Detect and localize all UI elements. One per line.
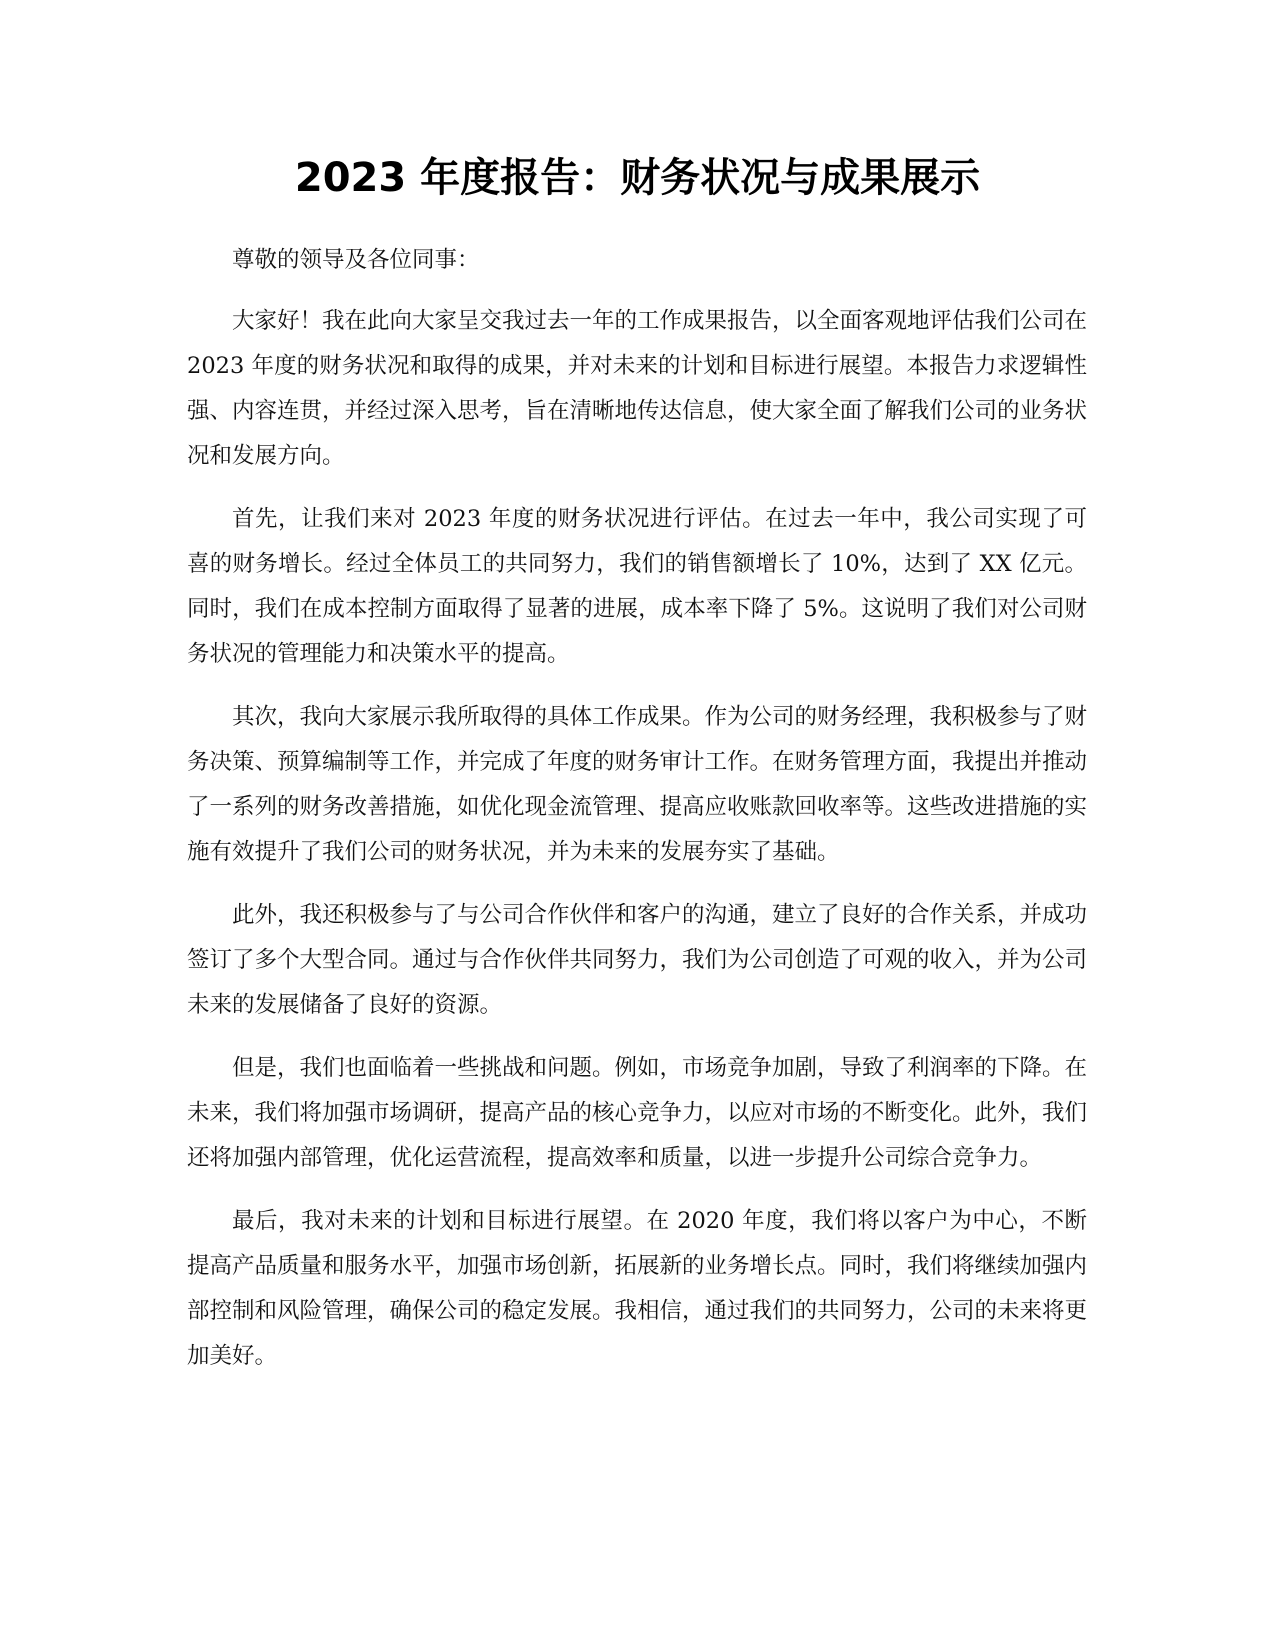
- intro-paragraph: 大家好！我在此向大家呈交我过去一年的工作成果报告，以全面客观地评估我们公司在 2023 年度的财务状况和取得的成果，并对未来的计划和目标进行展望。本报告力求逻辑性强、内容连贯，并经过深入思考，旨在清晰地传达信息，使大家全面了解我们公司的业务状况和发展方向。: [187, 308, 1088, 469]
- document-body: [187, 238, 1087, 1397]
- work-results-paragraph: 其次，我向大家展示我所取得的具体工作成果。作为公司的财务经理，我积极参与了财务决策、预算编制等工作，并完成了年度的财务审计工作。在财务管理方面，我提出并推动了一系列的财务改善措施，如优化现金流管理、提高应收账款回收率等。这些改进措施的实施有效提升了我们公司的财务状况，并为未来的发展夯实了基础。: [187, 704, 1088, 865]
- financial-status-paragraph: 首先，让我们来对 2023 年度的财务状况进行评估。在过去一年中，我公司实现了可喜的财务增长。经过全体员工的共同努力，我们的销售额增长了 10%，达到了 XX 亿元。同时，我们在成本控制方面取得了显著的进展，成本率下降了 5%。这说明了我们对公司财务状况的管理能力和决策水平的提高。: [187, 506, 1087, 667]
- document-title: 2023 年度报告：财务状况与成果展示: [294, 155, 981, 201]
- outlook-paragraph: 最后，我对未来的计划和目标进行展望。在 2020 年度，我们将以客户为中心，不断提高产品质量和服务水平，加强市场创新，拓展新的业务增长点。同时，我们将继续加强内部控制和风险管理，确保公司的稳定发展。我相信，通过我们的共同努力，公司的未来将更加美好。: [187, 1208, 1088, 1369]
- partnership-paragraph: 此外，我还积极参与了与公司合作伙伴和客户的沟通，建立了良好的合作关系，并成功签订了多个大型合同。通过与合作伙伴共同努力，我们为公司创造了可观的收入，并为公司未来的发展储备了良好的资源。: [187, 902, 1088, 1018]
- salutation-paragraph: 尊敬的领导及各位同事：: [232, 247, 480, 273]
- challenges-paragraph: 但是，我们也面临着一些挑战和问题。例如，市场竞争加剧，导致了利润率的下降。在未来，我们将加强市场调研，提高产品的核心竞争力，以应对市场的不断变化。此外，我们还将加强内部管理，优化运营流程，提高效率和质量，以进一步提升公司综合竞争力。: [187, 1055, 1088, 1171]
